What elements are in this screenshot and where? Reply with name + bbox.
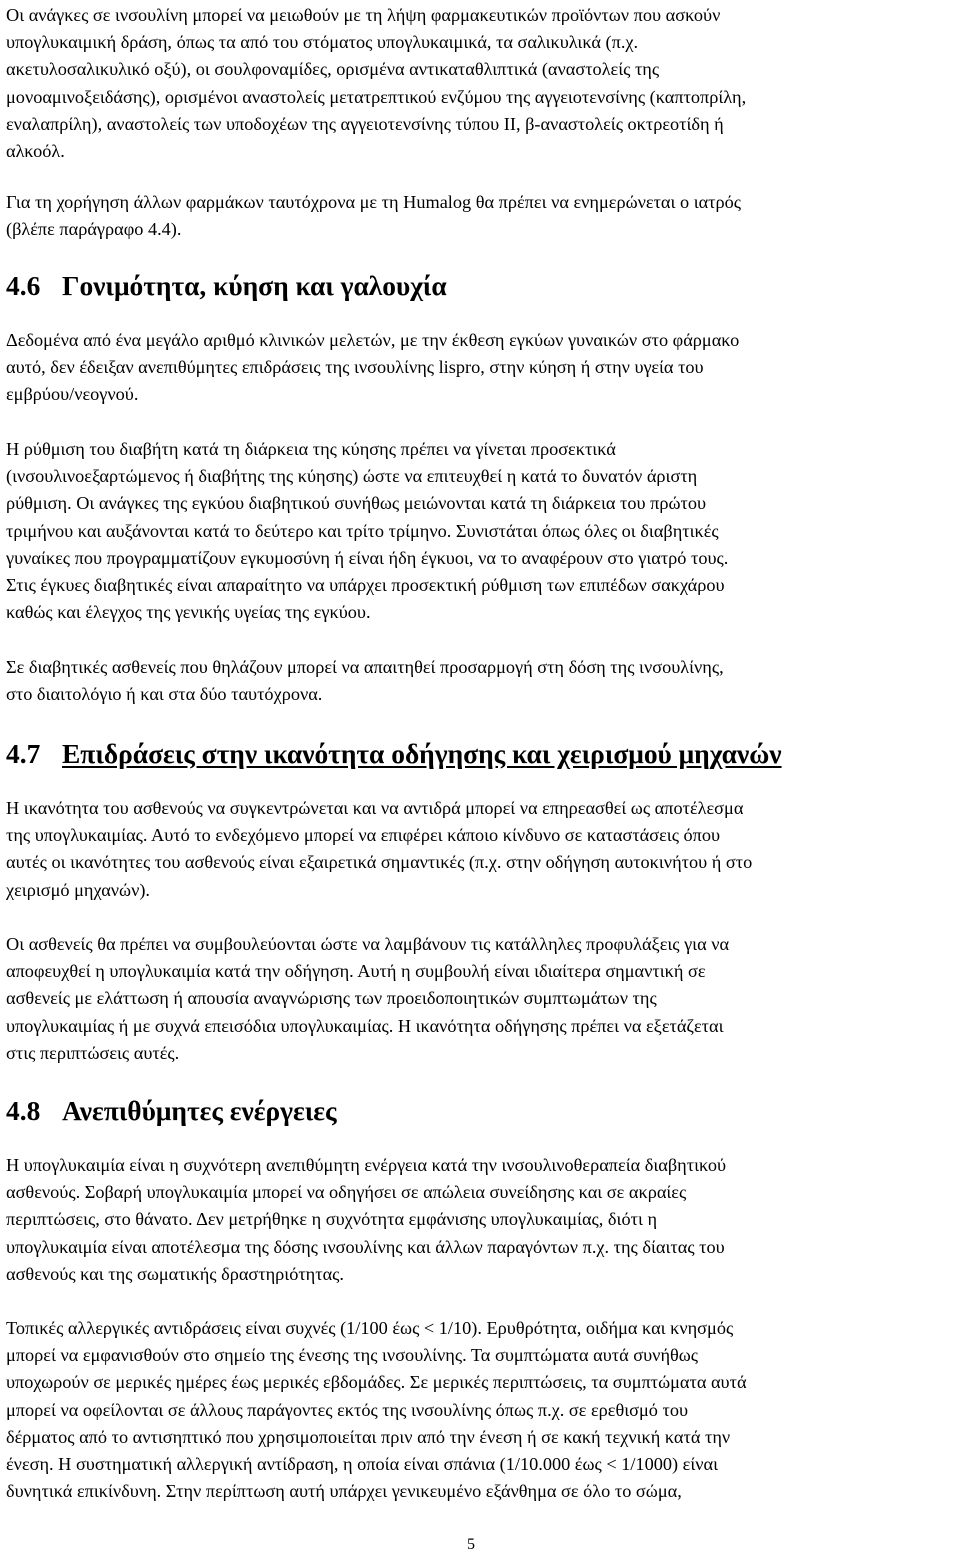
- paragraph-interactions-intro: Οι ανάγκες σε ινσουλίνη μπορεί να μειωθούν με τη λήψη φαρμακευτικών προϊόντων που ασκούν υπογλυκαιμική δράση, όπως τα από του στόματος υπογλυκαιμικά, τα σαλικυλικά (π.χ. ακετυλοσαλικυλικό οξύ), οι σουλφοναμίδες, ορισμένα αντικαταθλιπτικά (αναστολείς της μονοαμινοξειδάσης), ορισμένοι αναστολείς μετατρεπτικού ενζύμου της αγγειοτενσίνης (καπτοπρίλη, εναλαπρίλη), αναστολείς των υποδοχέων της αγγειοτενσίνης τύπου ΙΙ, β-αναστολείς οκτρεοτίδη ή αλκοόλ.: [6, 5, 747, 162]
- paragraph-pregnancy-data: Δεδομένα από ένα μεγάλο αριθμό κλινικών μελετών, με την έκθεση εγκύων γυναικών στο φάρμακο αυτό, δεν έδειξαν ανεπιθύμητες επιδράσεις της ινσουλίνης lispro, στην κύηση ή στην υγεία του εμβρύου/νεογνού.: [6, 330, 740, 405]
- section-number: 4.7: [6, 739, 41, 769]
- section-heading-4-7: [6, 741, 782, 768]
- section-title: Επιδράσεις στην ικανότητα οδήγησης και χειρισμού μηχανών: [62, 739, 782, 769]
- paragraph-pregnancy-diabetes-control: Η ρύθμιση του διαβήτη κατά τη διάρκεια της κύησης πρέπει να γίνεται προσεκτικά (ινσουλινοεξαρτώμενος ή διαβήτης της κύησης) ώστε να επιτευχθεί η κατά το δυνατόν άριστη ρύθμιση. Οι ανάγκες της εγκύου διαβητικού συνήθως μειώνονται κατά τη διάρκεια του πρώτου τριμήνου και αυξάνονται κατά το δεύτερο και τρίτο τρίμηνο. Συνιστάται όπως όλες οι διαβητικές γυναίκες που προγραμματίζουν εγκυμοσύνη ή είναι ήδη έγκυοι, να το αναφέρουν στο γιατρό τους. Στις έγκυες διαβητικές είναι απαραίτητο να υπάρχει προσεκτική ρύθμιση των επιπέδων σακχάρου καθώς και έλεγχος της γενικής υγείας της εγκύου.: [6, 439, 729, 623]
- paragraph-driving-precautions: Οι ασθενείς θα πρέπει να συμβουλεύονται ώστε να λαμβάνουν τις κατάλληλες προφυλάξεις για να αποφευχθεί η υπογλυκαιμία κατά την οδήγηση. Αυτή η συμβουλή είναι ιδιαίτερα σημαντική σε ασθενείς με ελάττωση ή απουσία αναγνώρισης των προειδοποιητικών συμπτωμάτων της υπογλυκαιμίας ή με συχνά επεισόδια υπογλυκαιμίας. Η ικανότητα οδήγησης πρέπει να εξετάζεται στις περιπτώσεις αυτές.: [6, 934, 730, 1063]
- section-heading-4-8: [6, 1098, 337, 1125]
- section-title: Ανεπιθύμητες ενέργειες: [62, 1096, 337, 1126]
- paragraph-humalog-coadministration: Για τη χορήγηση άλλων φαρμάκων ταυτόχρονα με τη Humalog θα πρέπει να ενημερώνεται ο ιατρός (βλέπε παράγραφο 4.4).: [6, 192, 742, 240]
- paragraph-allergic-reactions: Τοπικές αλλεργικές αντιδράσεις είναι συχνές (1/100 έως < 1/10). Ερυθρότητα, οιδήμα και κνησμός μπορεί να εμφανισθούν στο σημείο της ένεσης της ινσουλίνης. Τα συμπτώματα αυτά συνήθως υποχωρούν σε μερικές ημέρες έως μερικές εβδομάδες. Σε μερικές περιπτώσεις, τα συμπτώματα αυτά μπορεί να οφείλονται σε άλλους παράγοντες εκτός της ινσουλίνης όπως π.χ. σε ερεθισμό του δέρματος από το αντισηπτικό που χρησιμοποιείται πριν από την ένεση ή σε κακή τεχνική κατά την ένεση. Η συστηματική αλλεργική αντίδραση, η οποία είναι σπάνια (1/10.000 έως < 1/1000) είναι δυνητικά επικίνδυνη. Στην περίπτωση αυτή υπάρχει γενικευμένο εξάνθημα σε όλο το σώμα,: [6, 1318, 747, 1502]
- section-number: 4.8: [6, 1096, 41, 1126]
- paragraph-hypoglycemia: Η υπογλυκαιμία είναι η συχνότερη ανεπιθύμητη ενέργεια κατά την ινσουλινοθεραπεία διαβητικού ασθενούς. Σοβαρή υπογλυκαιμία μπορεί να οδηγήσει σε απώλεια συνείδησης και σε ακραίες περιπτώσεις, στο θάνατο. Δεν μετρήθηκε η συχνότητα εμφάνισης υπογλυκαιμίας, διότι η υπογλυκαιμία είναι αποτέλεσμα της δόσης ινσουλίνης και άλλων παραγόντων π.χ. της δίαιτας του ασθενούς και της σωματικής δραστηριότητας.: [6, 1155, 727, 1284]
- paragraph-breastfeeding: Σε διαβητικές ασθενείς που θηλάζουν μπορεί να απαιτηθεί προσαρμογή στη δόση της ινσουλίνης, στο διαιτολόγιο ή και στα δύο ταυτόχρονα.: [6, 657, 724, 705]
- section-number: 4.6: [6, 271, 41, 301]
- section-heading-4-6: [6, 273, 447, 300]
- paragraph-driving-ability: Η ικανότητα του ασθενούς να συγκεντρώνεται και να αντιδρά μπορεί να επηρεασθεί ως αποτέλεσμα της υπογλυκαιμίας. Αυτό το ενδεχόμενο μπορεί να επιφέρει κάποιο κίνδυνο σε καταστάσεις όπου αυτές οι ικανότητες του ασθενούς είναι εξαιρετικά σημαντικές (π.χ. στην οδήγηση αυτοκινήτου ή στο χειρισμό μηχανών).: [6, 798, 753, 900]
- page-number: 5: [467, 1536, 475, 1553]
- section-title: Γονιμότητα, κύηση και γαλουχία: [62, 271, 447, 301]
